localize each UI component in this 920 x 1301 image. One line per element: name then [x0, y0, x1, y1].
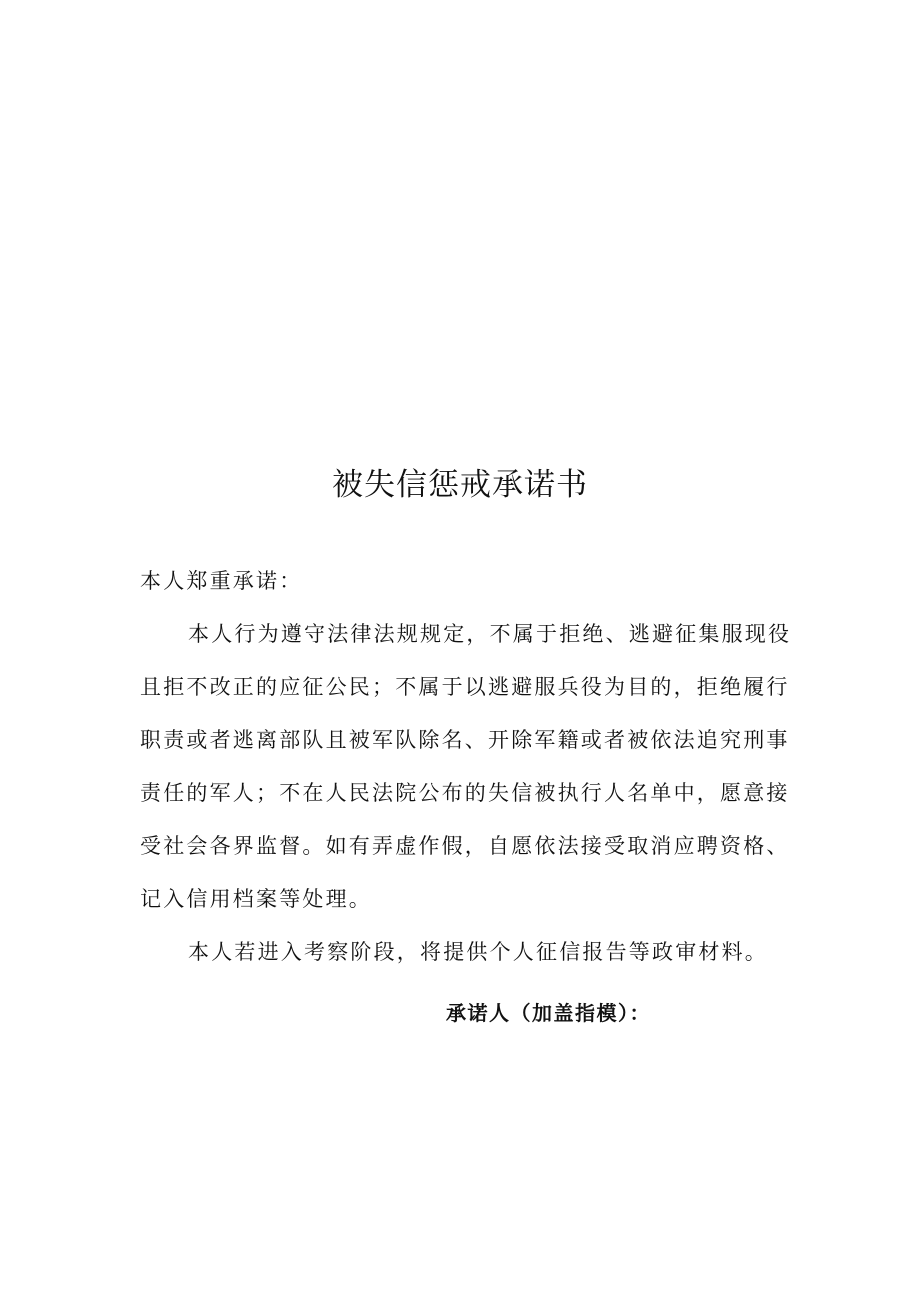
paragraph-line-6: 记入信用档案等处理。: [140, 887, 372, 911]
paragraph-line-1: 本人行为遵守法律法规规定，不属于拒绝、逃避征集服现役: [188, 622, 792, 646]
signature-label: 承诺人（加盖指模）：: [446, 1001, 651, 1025]
review-material-paragraph: 本人若进入考察阶段，将提供个人征信报告等政审材料。: [188, 940, 768, 964]
paragraph-line-5: 受社会各界监督。如有弄虚作假，自愿依法接受取消应聘资格、: [140, 834, 790, 858]
paragraph-line-3: 职责或者逃离部队且被军队除名、开除军籍或者被依法追究刑事: [140, 728, 790, 752]
document-body: [140, 555, 800, 979]
paragraph-line-2: 且拒不改正的应征公民；不属于以逃避服兵役为目的，拒绝履行: [140, 675, 790, 699]
opening-line: 本人郑重承诺：: [140, 569, 303, 593]
paragraph-line-4: 责任的军人；不在人民法院公布的失信被执行人名单中，愿意接: [140, 781, 790, 805]
commitment-paragraph: [140, 608, 800, 926]
document-title: 被失信惩戒承诺书: [332, 467, 588, 503]
